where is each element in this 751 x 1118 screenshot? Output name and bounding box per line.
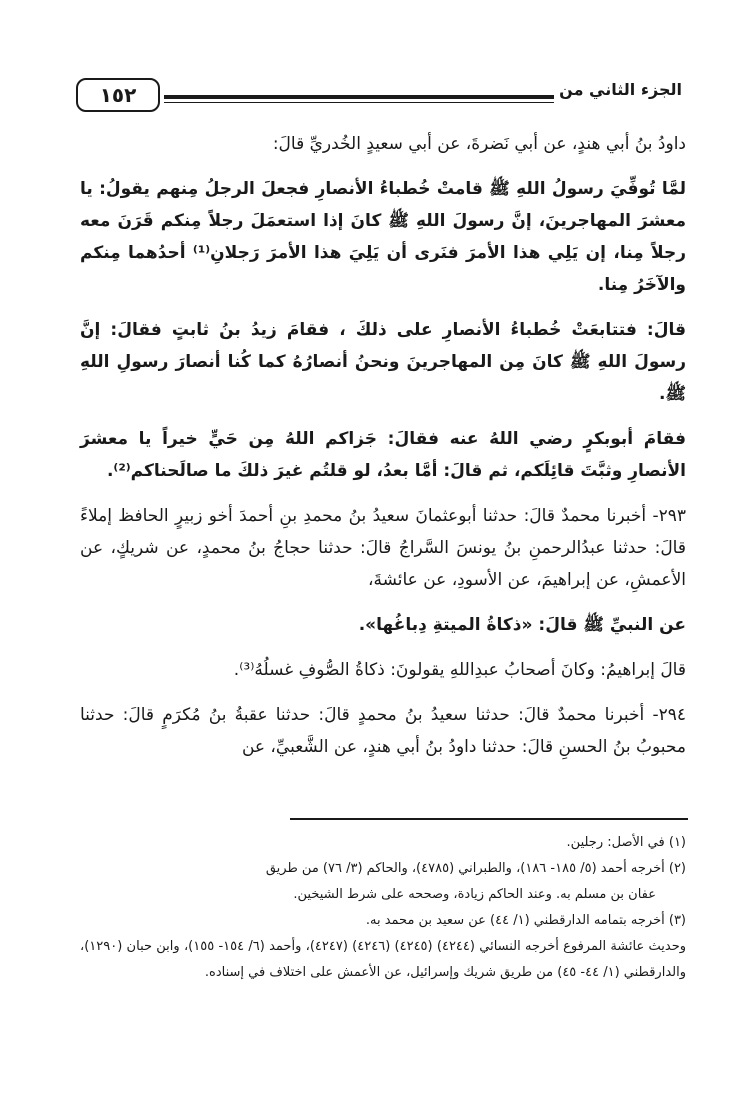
footnote-2: (٢) أخرجه أحمد (٥/ ١٨٥- ١٨٦)، والطبراني (٤٧٨٥)، والحاكم (٣/ ٧٦) من طريق (265, 861, 686, 876)
hadith-text-continued: قالَ: فتتابعَتْ خُطباءُ الأنصارِ على ذلكَ ، فقامَ زيدُ بنُ ثابتٍ فقالَ: إنَّ رسولَ اللهِ ﷺ كانَ مِن المهاجرينَ ونحنُ أنصارُهُ كما كُنا أنصارَ رسولِ اللهِ ﷺ. (80, 320, 686, 404)
isnad-line: داودُ بنُ أبي هندٍ، عن أبي نَضرةَ، عن أبي سعيدٍ الخُدريِّ قالَ: (272, 134, 686, 154)
header-rule (164, 95, 554, 103)
footnote-divider (290, 818, 688, 820)
hadith-text: لمَّا تُوفِّيَ رسولُ اللهِ ﷺ قامتْ خُطباءُ الأنصارِ فجعلَ الرجلُ مِنهم يقولُ: يا معشرَ المهاجرينَ، إنَّ رسولَ اللهِ ﷺ كانَ إذا استعمَلَ رجلاً مِنكم قَرَنَ معه رجلاً مِنا، إن يَلِي هذا الأمرَ فنَرى أن يَلِيَ هذا الأمرَ رَجلانِ⁽¹⁾ أحدُهما مِنكم والآخَرُ مِنا. (80, 179, 686, 295)
running-title: الجزء الثاني من (559, 80, 682, 99)
hadith-293-isnad: ٢٩٣- أخبرنا محمدٌ قالَ: حدثنا أبوعثمانَ سعيدُ بنُ محمدِ بنِ أحمدَ أخو زبيرٍ الحافظ إملاءً قالَ: حدثنا عبدُالرحمنِ بنُ يونسَ السَّراجُ قالَ: حدثنا حجاجُ بنُ محمدٍ، عن شريكٍ، عن الأعمشِ، عن إبراهيمَ، عن الأسودِ، عن عائشةَ، (80, 506, 686, 590)
page-header (76, 78, 682, 114)
footnotes (80, 830, 686, 986)
footnote-3: (٣) أخرجه بتمامه الدارقطني (١/ ٤٤) عن سعيد بن محمد به. (365, 913, 686, 928)
main-text (80, 128, 686, 763)
footnote-2-continued: عفان بن مسلم به. وعند الحاكم زيادة، وصححه على شرط الشيخين. (293, 887, 656, 902)
hadith-293-matn: عن النبيِّ ﷺ قالَ: «ذكاةُ الميتةِ دِباغُها». (358, 615, 686, 635)
hadith-294-isnad: ٢٩٤- أخبرنا محمدٌ قالَ: حدثنا سعيدُ بنُ محمدٍ قالَ: حدثنا عقبةُ بنُ مُكرَمٍ قالَ: حدثنا محبوبُ بنُ الحسنِ قالَ: حدثنا داودُ بنُ أبي هندٍ، عن الشَّعبيِّ، عن (80, 705, 686, 757)
abu-bakr-response: فقامَ أبوبكرٍ رضي اللهُ عنه فقالَ: جَزاكم اللهُ مِن حَيٍّ خيراً يا معشرَ الأنصارِ وثبَّتَ قائِلَكم، ثم قالَ: أمَّا بعدُ، لو قلتُم غيرَ ذلكَ ما صالَحناكم⁽²⁾. (80, 429, 686, 481)
page-number: ١٥٢ (76, 78, 160, 112)
footnote-3-continued: وحديث عائشة المرفوع أخرجه النسائي (٤٢٤٤) (٤٢٤٥) (٤٢٤٦) (٤٢٤٧)، وأحمد (٦/ ١٥٤- ١٥٥)، وابن حبان (١٢٩٠)، والدارقطني (١/ ٤٤- ٤٥) من طريق شريك وإسرائيل، عن الأعمش على اختلاف في إسناده. (80, 939, 687, 980)
ibrahim-statement: قالَ إبراهيمُ: وكانَ أصحابُ عبدِاللهِ يقولونَ: ذكاةُ الصُّوفِ غسلُهُ⁽³⁾. (233, 660, 686, 680)
footnote-1: (١) في الأصل: رجلين. (566, 835, 686, 850)
